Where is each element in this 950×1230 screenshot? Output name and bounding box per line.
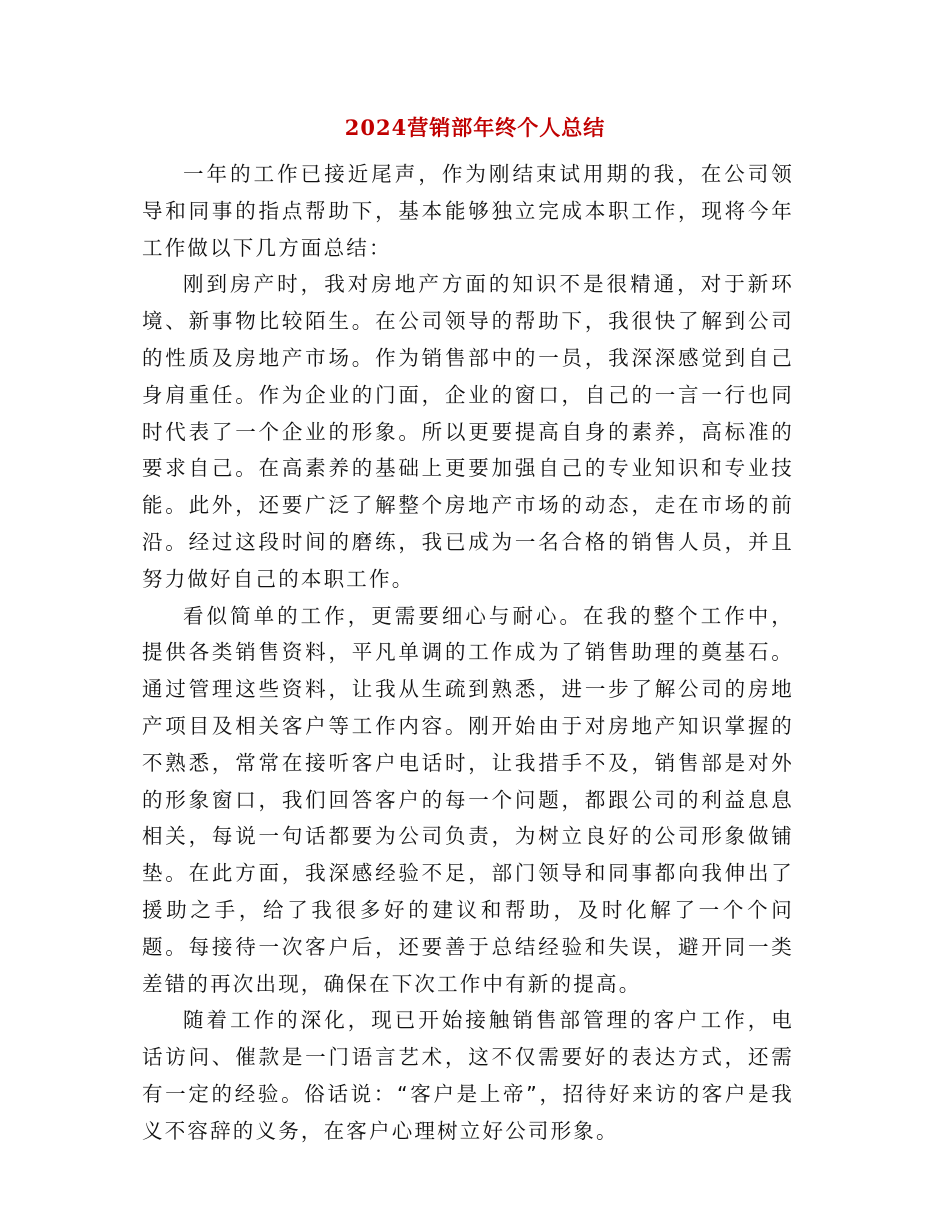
paragraph-customer-work: 随着工作的深化，现已开始接触销售部管理的客户工作，电话访问、催款是一门语言艺术，这不仅需要好的表达方式，还需有一定的经验。俗话说：“客户是上帝”，招待好来访的客户是我义不容辞的义务，在客户心理树立好公司形象。 [142, 1008, 794, 1143]
paragraph-intro: 一年的工作已接近尾声，作为刚结束试用期的我，在公司领导和同事的指点帮助下，基本能够独立完成本职工作，现将今年工作做以下几方面总结： [142, 162, 794, 260]
paragraph-onboarding: 刚到房产时，我对房地产方面的知识不是很精通，对于新环境、新事物比较陌生。在公司领导的帮助下，我很快了解到公司的性质及房地产市场。作为销售部中的一员，我深深感觉到自己身肩重任。作为企业的门面，企业的窗口，自己的一言一行也同时代表了一个企业的形象。所以更要提高自身的素养，高标准的要求自己。在高素养的基础上更要加强自己的专业知识和专业技能。此外，还要广泛了解整个房地产市场的动态，走在市场的前沿。经过这段时间的磨练，我已成为一名合格的销售人员，并且努力做好自己的本职工作。 [142, 272, 794, 591]
document-title: 2024营销部年终个人总结 [344, 115, 606, 140]
document-body [142, 156, 794, 1150]
paragraph-daily-work: 看似简单的工作，更需要细心与耐心。在我的整个工作中，提供各类销售资料，平凡单调的工作成为了销售助理的奠基石。通过管理这些资料，让我从生疏到熟悉，进一步了解公司的房地产项目及相关客户等工作内容。刚开始由于对房地产知识掌握的不熟悉，常常在接听客户电话时，让我措手不及，销售部是对外的形象窗口，我们回答客户的每一个问题，都跟公司的利益息息相关，每说一句话都要为公司负责，为树立良好的公司形象做铺垫。在此方面，我深感经验不足，部门领导和同事都向我伸出了援助之手，给了我很多好的建议和帮助，及时化解了一个个问题。每接待一次客户后，还要善于总结经验和失误，避开同一类差错的再次出现，确保在下次工作中有新的提高。 [142, 603, 794, 996]
